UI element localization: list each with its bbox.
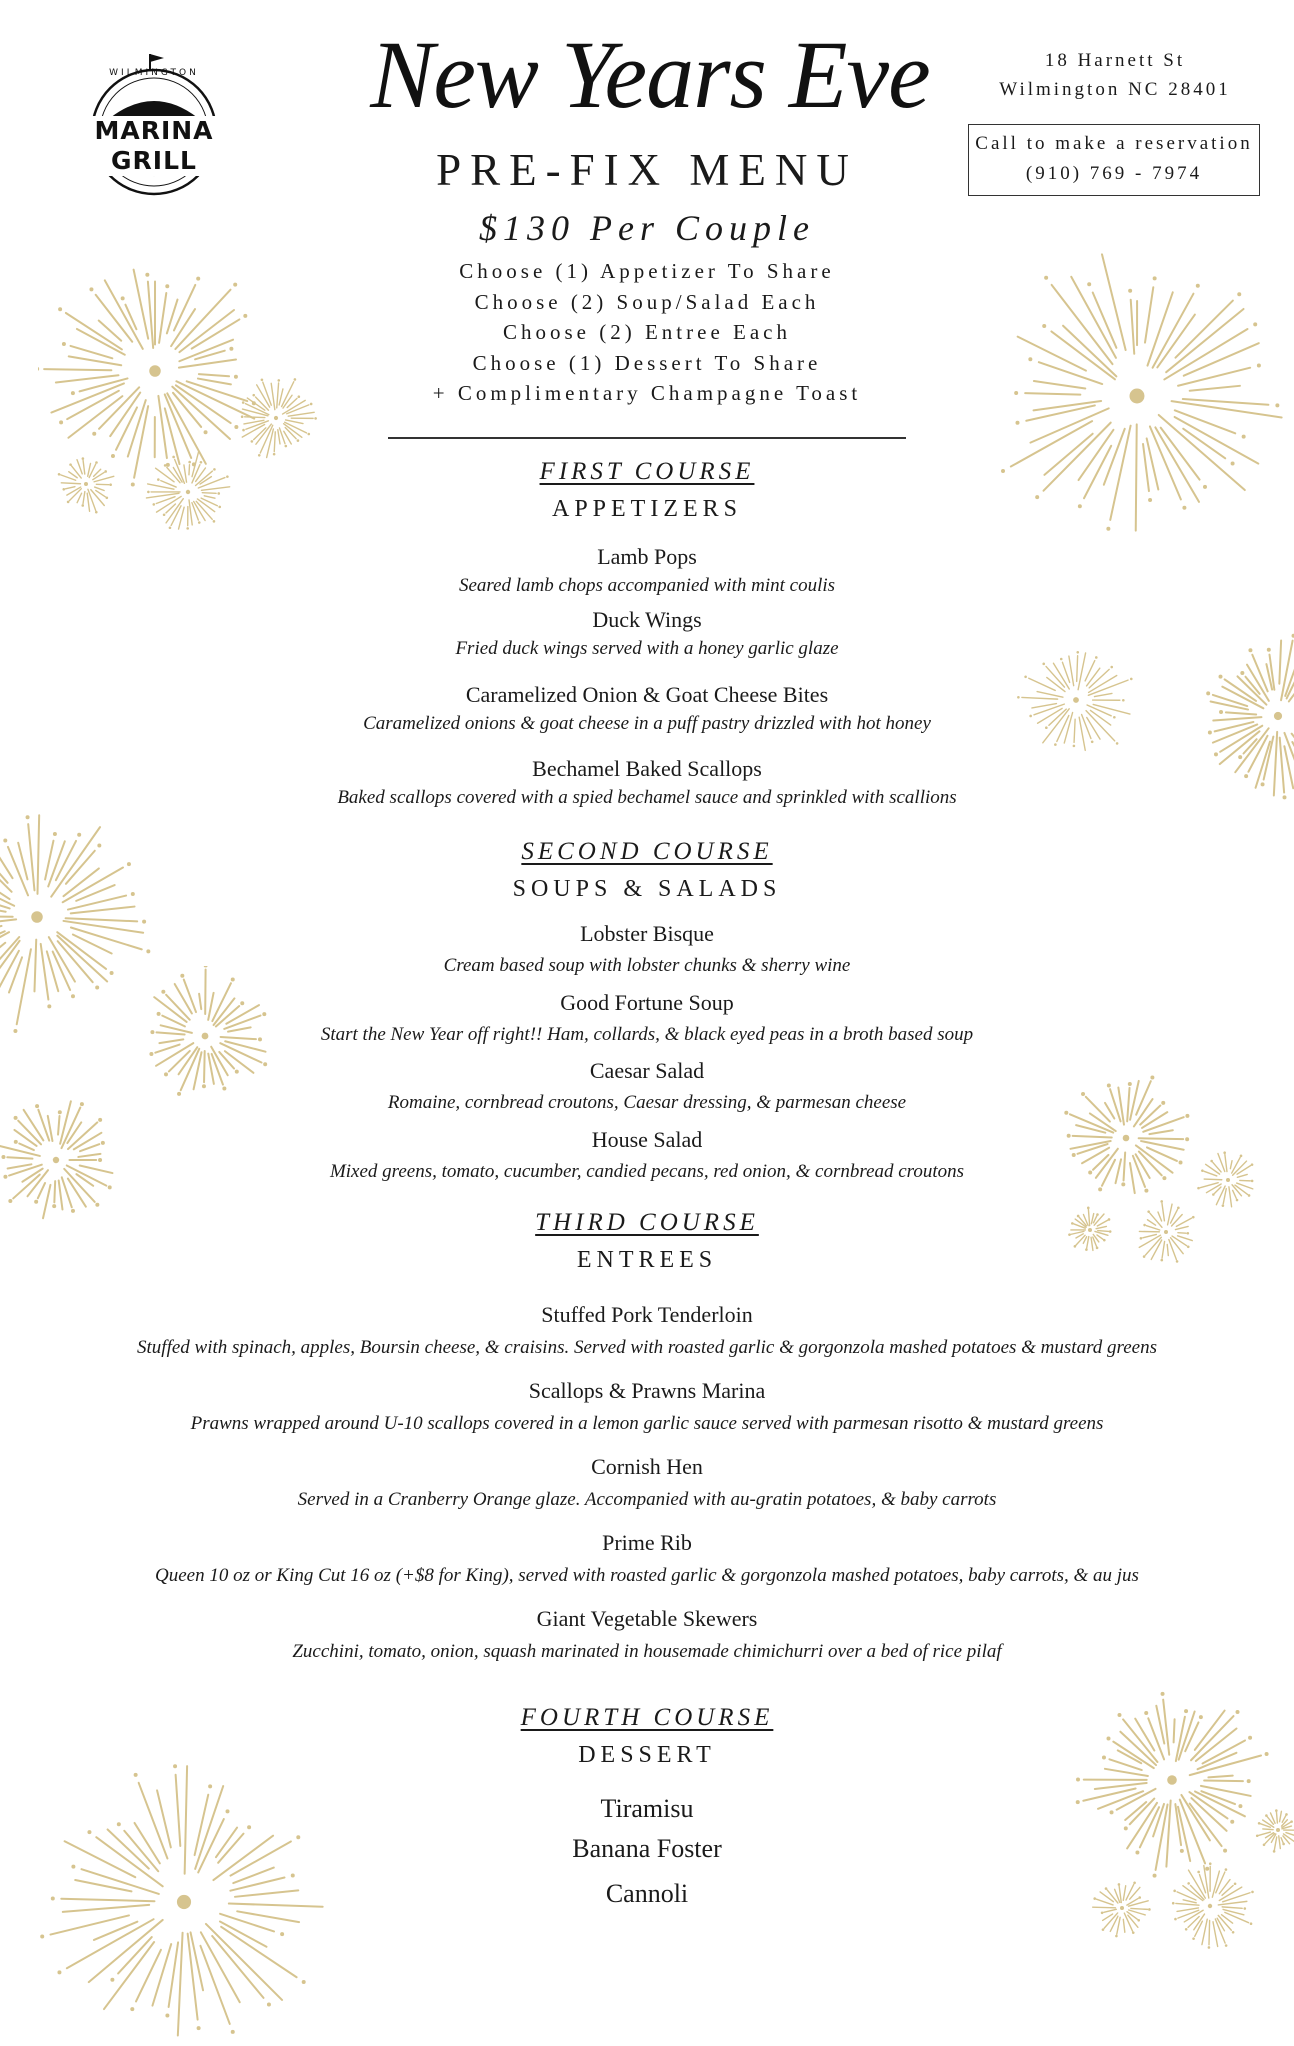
firework-spark (242, 429, 245, 432)
firework-spark (147, 491, 150, 494)
category-heading-soups: SOUPS & SALADS (0, 874, 1294, 904)
menu-item-desc: Cream based soup with lobster chunks & sherry wine (0, 953, 1294, 979)
firework-spark (307, 433, 310, 436)
firework-ray (38, 1183, 45, 1198)
firework-ray (89, 1920, 163, 1982)
course-heading-fourth: FOURTH COURSE (0, 1703, 1294, 1733)
dessert-item: Banana Foster (0, 1833, 1294, 1865)
firework-spark (297, 439, 300, 442)
firework-ray (201, 487, 229, 491)
category-heading-appetizers: APPETIZERS (0, 494, 1294, 524)
course-heading-second: SECOND COURSE (0, 837, 1294, 867)
menu-item-name: Duck Wings (0, 606, 1294, 634)
firework-spark (241, 415, 244, 418)
firework-spark (62, 488, 65, 491)
firework-spark (14, 1116, 18, 1120)
logo-name: MARINA GRILL (48, 116, 260, 176)
firework-spark (59, 420, 63, 424)
firework-ray (1209, 1920, 1210, 1944)
reservation-label: Call to make a reservation (969, 129, 1259, 159)
firework-ray (221, 1927, 296, 1977)
dessert-item: Tiramisu (0, 1793, 1294, 1825)
firework-spark (1225, 1868, 1228, 1871)
firework-spark (34, 1200, 38, 1204)
menu-item-desc: Mixed greens, tomato, cucumber, candied pecans, red onion, & cornbread croutons (0, 1159, 1294, 1185)
reservation-phone[interactable]: (910) 769 - 7974 (969, 159, 1259, 189)
firework-center (1276, 1828, 1280, 1832)
firework-spark (208, 1784, 212, 1788)
divider (388, 437, 906, 439)
menu-item-desc: Romaine, cornbread croutons, Caesar dressing, & parmesan cheese (0, 1090, 1294, 1116)
firework-spark (247, 1825, 251, 1829)
firework-spark (1076, 1778, 1080, 1782)
menu-subtitle: PRE-FIX MENU (0, 142, 1294, 198)
menu-item-desc: Baked scallops covered with a spied bechamel sauce and sprinkled with scallions (0, 785, 1294, 811)
menu-item-desc: Zucchini, tomato, onion, squash marinated in housemade chimichurri over a bed of rice pilaf (0, 1639, 1294, 1665)
firework-spark (169, 526, 172, 529)
firework-spark (95, 1203, 99, 1207)
firework-ray (50, 1915, 128, 1934)
menu-item-name: Prime Rib (0, 1529, 1294, 1557)
firework-spark (302, 1980, 306, 1984)
firework-ray (1213, 1922, 1218, 1947)
firework-ray (1229, 1187, 1232, 1207)
firework-spark (1130, 678, 1133, 681)
firework-spark (1197, 1187, 1200, 1190)
firework-spark (1174, 1918, 1177, 1921)
firework-ray (178, 1933, 183, 2036)
firework-ray (201, 1932, 240, 2002)
firework-spark (71, 1865, 75, 1869)
rule-line-text: Choose (2) Entree Each (0, 317, 1294, 348)
firework-spark (231, 2030, 235, 2034)
firework-ray (274, 432, 275, 452)
firework-spark (1247, 1779, 1251, 1783)
firework-spark (53, 832, 57, 836)
firework-spark (1185, 1928, 1188, 1931)
firework-spark (1208, 1946, 1211, 1949)
firework-spark (92, 432, 96, 436)
firework-ray (0, 916, 13, 917)
firework-ray (1225, 1912, 1249, 1922)
firework-spark (108, 1185, 112, 1189)
firework-ray (286, 420, 303, 424)
firework-spark (1102, 1928, 1105, 1931)
firework-spark (204, 430, 208, 434)
menu-item-desc: Fried duck wings served with a honey garlic glaze (0, 636, 1294, 662)
firework-spark (1091, 741, 1094, 744)
firework-spark (134, 1773, 138, 1777)
firework-spark (1160, 1200, 1163, 1203)
firework-spark (130, 2007, 134, 2011)
firework-spark (1101, 1911, 1104, 1914)
menu-item-desc: Prawns wrapped around U-10 scallops covered in a lemon garlic sauce served with parmesan risotto & mustard greens (0, 1411, 1294, 1437)
menu-item-desc: Start the New Year off right!! Ham, collards, & black eyed peas in a broth based soup (0, 1022, 1294, 1048)
firework-spark (1232, 1931, 1235, 1934)
firework-spark (165, 2013, 169, 2017)
page-title: New Years Eve (320, 20, 980, 130)
address (980, 46, 1250, 104)
firework-ray (1204, 1780, 1243, 1781)
firework-spark (1124, 1826, 1128, 1830)
dessert-item: Cannoli (0, 1878, 1294, 1910)
menu-item-name: Giant Vegetable Skewers (0, 1605, 1294, 1633)
firework-spark (1240, 1155, 1243, 1158)
menu-item-desc: Queen 10 oz or King Cut 16 oz (+$8 for King), served with roasted garlic & gorgonzola mashed potatoes, baby carrots, & au jus (0, 1563, 1294, 1589)
category-heading-dessert: DESSERT (0, 1740, 1294, 1770)
logo-top-text: WILMINGTON (48, 68, 260, 78)
firework-spark (1098, 1187, 1102, 1191)
firework-spark (1042, 663, 1045, 666)
firework-ray (1223, 1909, 1244, 1914)
price: $130 Per Couple (0, 205, 1294, 251)
firework-ray (1123, 1919, 1125, 1932)
firework-spark (1144, 1189, 1148, 1193)
firework-spark (1116, 742, 1119, 745)
firework-ray (94, 1922, 137, 1940)
menu-item-name: Caramelized Onion & Goat Cheese Bites (0, 681, 1294, 709)
firework-ray (1263, 1829, 1273, 1830)
firework-spark (1015, 421, 1019, 425)
course-heading-first: FIRST COURSE (0, 457, 1294, 487)
firework-spark (1225, 1944, 1228, 1947)
firework-spark (1197, 1871, 1200, 1874)
firework-ray (136, 1950, 161, 2002)
menu-rules (0, 256, 1294, 409)
firework-spark (280, 1932, 284, 1936)
firework-spark (1250, 1922, 1253, 1925)
rule-line-text: + Complimentary Champagne Toast (0, 378, 1294, 409)
firework-spark (1236, 1199, 1239, 1202)
firework-spark (1132, 1931, 1135, 1934)
firework-spark (98, 1118, 102, 1122)
firework-spark (1054, 743, 1057, 746)
menu-item-name: Cornish Hen (0, 1453, 1294, 1481)
firework-ray (237, 1911, 299, 1922)
firework-ray (278, 430, 280, 444)
firework-ray (1233, 1190, 1237, 1198)
rule-line-text: Choose (1) Appetizer To Share (0, 256, 1294, 287)
menu-item-name: House Salad (0, 1126, 1294, 1154)
firework-spark (1240, 671, 1244, 675)
firework-ray (1117, 1917, 1120, 1934)
menu-item-desc: Seared lamb chops accompanied with mint coulis (0, 573, 1294, 599)
firework-spark (1242, 435, 1246, 439)
firework-spark (1106, 527, 1110, 531)
menu-item-name: Lobster Bisque (0, 920, 1294, 948)
firework-spark (251, 440, 254, 443)
firework-spark (285, 445, 288, 448)
firework-spark (1222, 1204, 1225, 1207)
firework-ray (288, 412, 314, 416)
firework-ray (1110, 1916, 1118, 1931)
firework-ray (1095, 1783, 1147, 1789)
firework-ray (1208, 1776, 1232, 1778)
rule-line-text: Choose (2) Soup/Salad Each (0, 287, 1294, 318)
firework-ray (245, 417, 265, 418)
menu-item-name: Scallops & Prawns Marina (0, 1377, 1294, 1405)
firework-spark (1103, 1239, 1106, 1242)
firework-center (274, 416, 278, 420)
menu-item-desc: Served in a Cranberry Orange glaze. Accompanied with au-gratin potatoes, & baby carrots (0, 1487, 1294, 1513)
firework-spark (1212, 1193, 1215, 1196)
menu-item-name: Good Fortune Soup (0, 989, 1294, 1017)
firework-spark (8, 1199, 12, 1203)
firework-ray (1223, 1189, 1226, 1204)
rule-line-text: Choose (1) Dessert To Share (0, 348, 1294, 379)
firework-spark (1137, 1919, 1140, 1922)
firework-spark (1073, 745, 1076, 748)
menu-item-name: Lamb Pops (0, 543, 1294, 571)
firework-ray (152, 1944, 171, 2006)
firework-ray (1202, 1919, 1207, 1944)
menu-item-desc: Caramelized onions & goat cheese in a puff pastry drizzled with hot honey (0, 711, 1294, 737)
firework-spark (186, 527, 189, 530)
firework-spark (1248, 1194, 1251, 1197)
firework-spark (40, 1935, 44, 1939)
address-street: 18 Harnett St (980, 46, 1250, 75)
firework-spark (1161, 1692, 1165, 1696)
firework-center (1167, 1775, 1177, 1785)
firework-spark (149, 1052, 153, 1056)
firework-spark (1110, 666, 1113, 669)
firework-ray (267, 429, 274, 458)
firework-spark (1024, 675, 1027, 678)
firework-spark (291, 1873, 295, 1877)
firework-spark (26, 815, 30, 819)
firework-spark (1115, 1935, 1118, 1938)
menu-item-name: Bechamel Baked Scallops (0, 755, 1294, 783)
firework-spark (57, 1970, 61, 1974)
firework-spark (197, 2026, 201, 2030)
course-heading-third: THIRD COURSE (0, 1208, 1294, 1238)
firework-ray (169, 1942, 178, 2007)
firework-ray (104, 1942, 154, 2009)
firework-ray (78, 1154, 100, 1157)
firework-spark (314, 417, 317, 420)
firework-spark (1192, 1937, 1195, 1940)
menu-item-name: Caesar Salad (0, 1057, 1294, 1085)
menu-item-name: Stuffed Pork Tenderloin (0, 1301, 1294, 1329)
menu-item-desc: Stuffed with spinach, apples, Boursin cheese, & craisins. Served with roasted garlic & gorgonzola mashed potatoes & mustard greens (0, 1335, 1294, 1361)
firework-spark (267, 2002, 271, 2006)
firework-spark (273, 453, 276, 456)
firework-spark (110, 1978, 114, 1982)
firework-ray (220, 1922, 267, 1947)
firework-spark (1219, 675, 1223, 679)
category-heading-entrees: ENTREES (0, 1245, 1294, 1275)
address-city: Wilmington NC 28401 (980, 75, 1250, 104)
